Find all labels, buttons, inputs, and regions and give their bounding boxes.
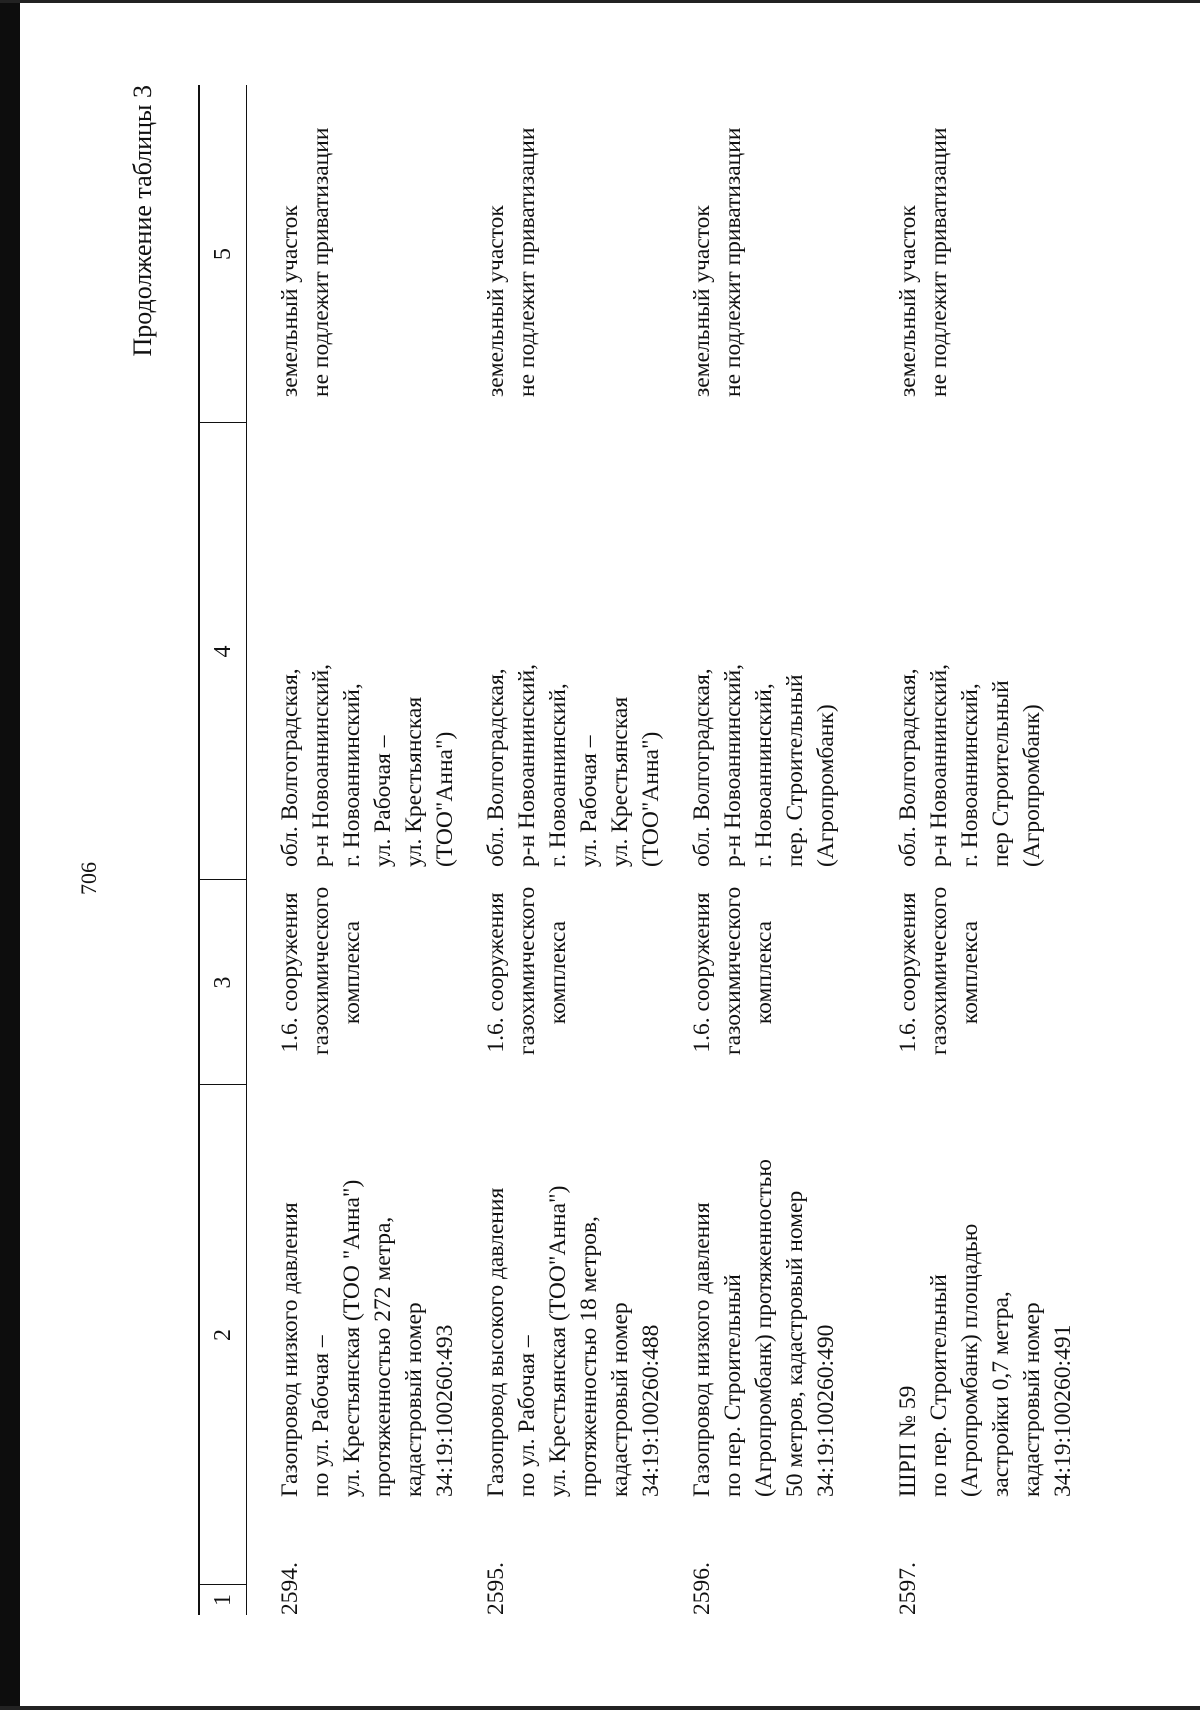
property-table bbox=[198, 85, 1085, 1615]
object-address: обл. Волгоградская, р-н Новоаннинский, г. Новоаннинский, ул. Рабочая – ул. Крестьянская (ТОО"Анна") bbox=[277, 663, 458, 867]
scan-edge-left bbox=[0, 0, 20, 1710]
table-row bbox=[467, 85, 673, 1615]
table-row bbox=[673, 85, 879, 1615]
rotated-page bbox=[40, 55, 1160, 1655]
page-number: 706 bbox=[76, 862, 101, 895]
land-note: земельный участок не подлежит приватизации bbox=[895, 127, 952, 397]
object-name: Газопровод низкого давления по ул. Рабочая – ул. Крестьянская (ТОО "Анна") протяженностью 272 метра, кадастровый номер 34:19:100260:493 bbox=[277, 1179, 458, 1497]
scan-edge-bottom bbox=[0, 1706, 1200, 1710]
row-number: 2597. bbox=[895, 1562, 921, 1615]
land-note: земельный участок не подлежит приватизации bbox=[689, 127, 746, 397]
object-category: 1.6. сооружения газохимического комплекса bbox=[895, 886, 983, 1055]
row-number: 2594. bbox=[277, 1562, 303, 1615]
object-category: 1.6. сооружения газохимического комплекса bbox=[689, 886, 777, 1055]
row-number: 2596. bbox=[689, 1562, 715, 1615]
land-note: земельный участок не подлежит приватизации bbox=[483, 127, 540, 397]
header-col-1: 1 bbox=[210, 1594, 236, 1606]
table-header-row bbox=[198, 85, 247, 1615]
header-col-2: 2 bbox=[210, 1329, 236, 1341]
object-category: 1.6. сооружения газохимического комплекса bbox=[483, 886, 571, 1055]
object-address: обл. Волгоградская, р-н Новоаннинский, г. Новоаннинский, пер Строительный (Агропромбанк) bbox=[895, 663, 1045, 867]
object-address: обл. Волгоградская, р-н Новоаннинский, г. Новоаннинский, ул. Рабочая – ул. Крестьянская (ТОО"Анна") bbox=[483, 663, 664, 867]
object-name: Газопровод низкого давления по пер. Строительный (Агропромбанк) протяженностью 50 метров, кадастровый номер 34:19:100260:490 bbox=[689, 1159, 839, 1497]
header-col-3: 3 bbox=[210, 976, 236, 989]
object-name: ШРП № 59 по пер. Строительный (Агропромбанк) площадью застройки 0,7 метра, кадастровый номер 34:19:100260:491 bbox=[895, 1223, 1076, 1497]
header-col-4: 4 bbox=[210, 645, 236, 658]
object-category: 1.6. сооружения газохимического комплекса bbox=[277, 886, 365, 1055]
table-caption: Продолжение таблицы 3 bbox=[128, 85, 157, 357]
object-name: Газопровод высокого давления по ул. Рабочая – ул. Крестьянская (ТОО"Анна") протяженностью 18 метров, кадастровый номер 34:19:100260:488 bbox=[483, 1185, 664, 1497]
object-address: обл. Волгоградская, р-н Новоаннинский, г. Новоаннинский, пер. Строительный (Агропромбанк) bbox=[689, 663, 839, 867]
scan-edge-top bbox=[0, 0, 1200, 3]
header-col-5: 5 bbox=[210, 248, 236, 260]
table-body bbox=[261, 85, 1085, 1615]
row-number: 2595. bbox=[483, 1562, 509, 1615]
table-row bbox=[879, 85, 1085, 1615]
table-row bbox=[261, 85, 467, 1615]
land-note: земельный участок не подлежит приватизации bbox=[277, 127, 334, 397]
